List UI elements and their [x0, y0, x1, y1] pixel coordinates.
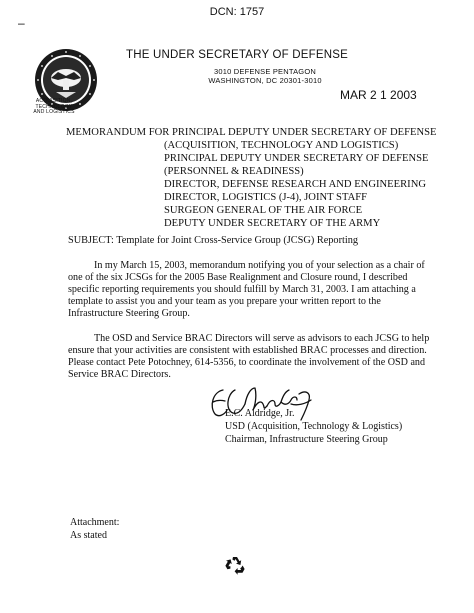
- signer-title-line-2: Chairman, Infrastructure Steering Group: [225, 434, 388, 445]
- signer-title-line-1: USD (Acquisition, Technology & Logistics): [225, 421, 403, 432]
- signer-name: E.C. Aldridge, Jr.: [225, 408, 295, 419]
- paragraph-2-line: Service BRAC Directors.: [68, 369, 171, 380]
- subject-line: SUBJECT: Template for Joint Cross-Service Group (JCSG) Reporting: [68, 235, 359, 246]
- letterhead-address-line-2: WASHINGTON, DC 20301-3010: [208, 76, 322, 85]
- paragraph-1-line: specific reporting requirements you should fulfill by March 31, 2003. I am attaching a: [68, 284, 416, 295]
- addressee-line: DIRECTOR, DEFENSE RESEARCH AND ENGINEERING: [164, 179, 427, 190]
- paragraph-2-line: Please contact Pete Potochney, 614-5356, to coordinate the involvement of the OSD and: [68, 357, 426, 368]
- recycle-icon: [225, 555, 245, 575]
- attachment-value: As stated: [70, 530, 107, 541]
- paragraph-1-line: In my March 15, 2003, memorandum notifying you of your selection as a chair of: [94, 260, 425, 271]
- letterhead-address-line-1: 3010 DEFENSE PENTAGON: [213, 67, 316, 76]
- seal-caption: [14, 99, 94, 116]
- addressee-line: DEPUTY UNDER SECRETARY OF THE ARMY: [164, 218, 381, 229]
- letterhead-title: THE UNDER SECRETARY OF DEFENSE: [126, 49, 348, 61]
- addressee-line: (PERSONNEL & READINESS): [164, 166, 304, 177]
- date-stamp: MAR 2 1 2003: [340, 88, 417, 102]
- seal-caption-line: ACQUISITION,: [35, 98, 73, 104]
- paragraph-1-line: Infrastructure Steering Group.: [68, 308, 190, 319]
- addressee-line: (ACQUISITION, TECHNOLOGY AND LOGISTICS): [164, 140, 399, 151]
- addressee-line: PRINCIPAL DEPUTY UNDER SECRETARY OF DEFENSE: [164, 153, 429, 164]
- memorandum-for-line: MEMORANDUM FOR PRINCIPAL DEPUTY UNDER SECRETARY OF DEFENSE: [66, 127, 437, 138]
- paragraph-1-line: one of the six JCSGs for the 2005 Base Realignment and Closure round, I described: [68, 272, 408, 283]
- paragraph-1-line: template to assist you and your team as you prepare your written report to the: [68, 296, 381, 307]
- paragraph-2-line: The OSD and Service BRAC Directors will serve as advisors to each JCSG to help: [94, 333, 430, 344]
- dcn-number: DCN: 1757: [209, 6, 265, 18]
- addressee-line: SURGEON GENERAL OF THE AIR FORCE: [164, 205, 363, 216]
- seal-caption-line: TECHNOLOGY: [35, 103, 73, 110]
- seal-caption-line: AND LOGISTICS: [33, 109, 75, 115]
- paragraph-2-line: ensure that your activities are consistent with established BRAC processes and direction.: [68, 345, 427, 356]
- margin-mark: –: [18, 16, 25, 30]
- attachment-label: Attachment:: [70, 517, 120, 528]
- addressee-line: DIRECTOR, LOGISTICS (J-4), JOINT STAFF: [164, 192, 367, 203]
